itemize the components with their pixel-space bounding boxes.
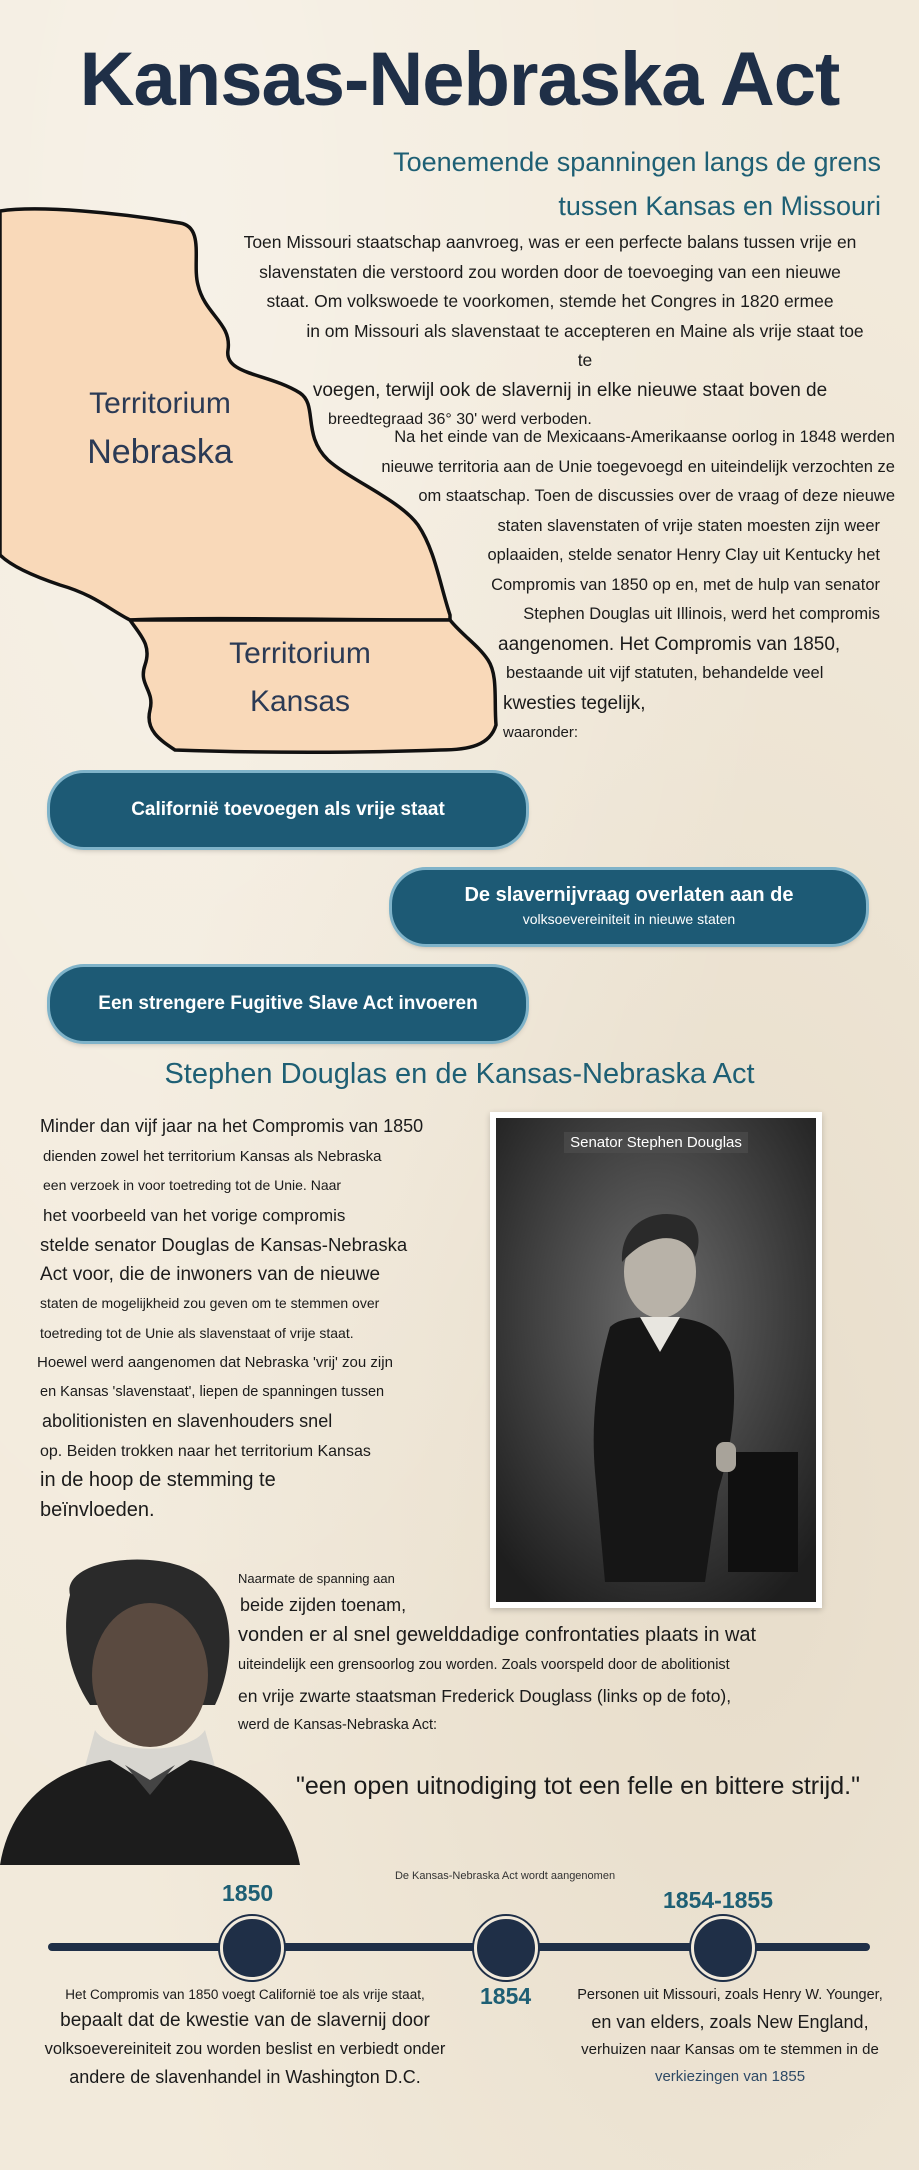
section-3-line: en vrije zwarte staatsman Frederick Douglass (links op de foto),	[238, 1686, 732, 1706]
timeline-1854-1855-line: verhuizen naar Kansas om te stemmen in de	[581, 2041, 879, 2058]
intro-paragraph-1	[230, 228, 870, 435]
intro-p2-line: Stephen Douglas uit Illinois, werd het compromis	[523, 605, 880, 623]
timeline-1854-1855-description	[555, 1983, 905, 2090]
timeline-dot-1854	[474, 1916, 538, 1980]
intro-p2-line: kwesties tegelijk,	[503, 692, 646, 714]
pill-label: Een strengere Fugitive Slave Act invoeren	[98, 993, 478, 1014]
section-2-line: Minder dan vijf jaar na het Compromis van 1850	[40, 1116, 424, 1136]
timeline-1854-1855-line: verkiezingen van 1855	[654, 2068, 806, 2085]
section-2-line: toetreding tot de Unie als slavenstaat of vrije staat.	[40, 1324, 354, 1341]
pill-add-california	[50, 773, 526, 847]
intro-p2-line: staten slavenstaten of vrije staten moesten zijn weer	[497, 516, 880, 535]
intro-p1-line: in om Missouri als slavenstaat te accepteren en Maine als vrije staat toe te	[306, 320, 864, 370]
intro-p1-line: Toen Missouri staatschap aanvroeg, was er een perfecte balans tussen vrije en	[243, 232, 857, 252]
timeline-1850-line: andere de slavenhandel in Washington D.C.	[69, 2067, 421, 2087]
section-2-line: Act voor, die de inwoners van de nieuwe	[40, 1263, 381, 1285]
section-2-line: het voorbeeld van het vorige compromis	[43, 1205, 346, 1225]
section-2-line: beïnvloeden.	[40, 1498, 155, 1521]
pill-popular-sovereignty	[392, 870, 866, 944]
intro-p2-line: Na het einde van de Mexicaans-Amerikaanse oorlog in 1848 werden	[394, 428, 895, 446]
intro-p1-line: breedtegraad 36° 30' werd verboden.	[328, 411, 592, 428]
intro-p2-line: waaronder:	[503, 724, 579, 741]
intro-p2-line: oplaaiden, stelde senator Henry Clay uit Kentucky het	[487, 546, 880, 564]
kansas-label-line-2: Kansas	[249, 685, 351, 718]
photo-caption: Senator Stephen Douglas	[564, 1132, 748, 1153]
pill-label: De slavernijvraag overlaten aan de	[464, 884, 794, 906]
timeline-dot-1850	[220, 1916, 284, 1980]
kansas-label-line-1: Territorium	[229, 637, 371, 670]
section-3-line: uiteindelijk een grensoorlog zou worden. Zoals voorspeld door de abolitionist	[238, 1657, 730, 1673]
intro-p2-line: bestaande uit vijf statuten, behandelde veel	[506, 664, 824, 682]
timeline-1854-1855-line: en van elders, zoals New England,	[591, 2012, 869, 2032]
section-2-line: in de hoop de stemming te	[40, 1469, 276, 1491]
intro-p2-line: Compromis van 1850 op en, met de hulp van senator	[491, 575, 880, 594]
pill-sublabel: volksoevereiniteit in nieuwe staten	[522, 911, 736, 927]
subtitle-line-1: Toenemende spanningen langs de grens	[393, 147, 881, 177]
intro-p2-line: nieuwe territoria aan de Unie toegevoegd en uiteindelijk verzochten ze	[381, 457, 895, 476]
timeline-year-1854: 1854	[480, 1983, 532, 2009]
stephen-douglas-portrait	[490, 1112, 822, 1608]
intro-p1-line: slavenstaten die verstoord zou worden door de toevoeging van een nieuwe	[259, 261, 841, 282]
section-2-line: een verzoek in voor toetreding tot de Unie. Naar	[43, 1177, 342, 1193]
section-2-line: Hoewel werd aangenomen dat Nebraska 'vrij' zou zijn	[37, 1354, 393, 1371]
intro-p1-line: staat. Om volkswoede te voorkomen, stemde het Congres in 1820 ermee	[266, 291, 834, 311]
section-2-line: abolitionisten en slavenhouders snel	[42, 1411, 333, 1431]
section-3-line: beide zijden toenam,	[240, 1595, 407, 1615]
section-2-line: staten de mogelijkheid zou geven om te stemmen over	[40, 1295, 380, 1311]
intro-paragraph-2	[335, 423, 895, 748]
subtitle-line-2: tussen Kansas en Missouri	[558, 191, 881, 221]
photo-caption-wrap	[490, 1134, 822, 1152]
page-title: Kansas-Nebraska Act	[79, 37, 840, 122]
section-2-line: dienden zowel het territorium Kansas als Nebraska	[43, 1147, 382, 1165]
timeline-year-1850: 1850	[222, 1880, 274, 1906]
timeline-1850-line: volksoevereiniteit zou worden beslist en verbiedt onder	[44, 2040, 446, 2058]
section-2-line: stelde senator Douglas de Kansas-Nebraska	[40, 1234, 408, 1255]
section-2-text	[37, 1112, 460, 1525]
nebraska-label-line-2: Nebraska	[87, 433, 233, 471]
douglass-quote: "een open uitnodiging tot een felle en bittere strijd."	[296, 1772, 860, 1800]
timeline-dot-1854-1855	[691, 1916, 755, 1980]
timeline-1854-1855-line: Personen uit Missouri, zoals Henry W. Younger,	[577, 1987, 883, 2003]
nebraska-label-line-1: Territorium	[89, 387, 231, 420]
section-2-line: en Kansas 'slavenstaat', liepen de spanningen tussen	[40, 1383, 385, 1400]
intro-p1-line: voegen, terwijl ook de slavernij in elke nieuwe staat boven de	[312, 379, 828, 401]
section-3-line: vonden er al snel gewelddadige confrontaties plaats in wat	[238, 1624, 757, 1646]
timeline-1854-caption: De Kansas-Nebraska Act wordt aangenomen	[394, 1870, 616, 1882]
stephen-douglas-photo	[490, 1112, 822, 1608]
intro-p2-line: om staatschap. Toen de discussies over de vraag of deze nieuwe	[418, 487, 895, 505]
pill-label: Californië toevoegen als vrije staat	[131, 799, 445, 820]
intro-p2-line: aangenomen. Het Compromis van 1850,	[498, 633, 841, 655]
section-2-title: Stephen Douglas en de Kansas-Nebraska Act	[164, 1058, 755, 1090]
section-3-text	[238, 1568, 878, 1738]
section-3-line: Naarmate de spanning aan	[238, 1571, 395, 1586]
pill-fugitive-slave-act	[50, 967, 526, 1041]
timeline-1850-line: Het Compromis van 1850 voegt Californië toe als vrije staat,	[65, 1987, 425, 2002]
timeline-1850-line: bepaalt dat de kwestie van de slavernij door	[60, 2010, 430, 2031]
timeline-1850-description	[20, 1983, 470, 2091]
section-3-line: werd de Kansas-Nebraska Act:	[238, 1717, 438, 1733]
section-2-line: op. Beiden trokken naar het territorium Kansas	[40, 1442, 371, 1460]
timeline-year-1854-1855: 1854-1855	[663, 1887, 773, 1913]
